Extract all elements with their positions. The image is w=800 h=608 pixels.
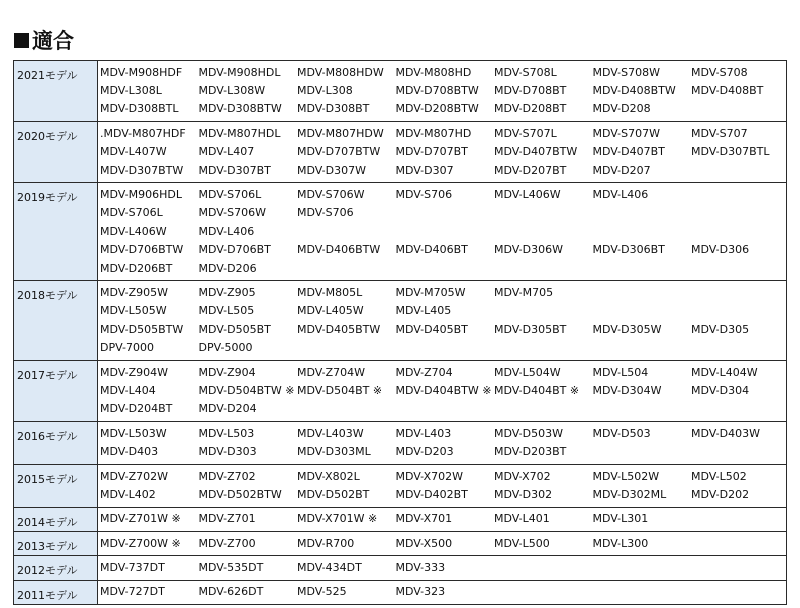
model-line (98, 442, 786, 460)
model-number: MDV-Z905W (100, 285, 169, 299)
model-line (98, 100, 786, 118)
model-number: MDV-L301 (592, 512, 649, 526)
model-number: MDV-D308BTL (100, 102, 179, 116)
model-number: MDV-D308BTW (198, 102, 282, 116)
model-number: MDV-L503 (198, 426, 255, 440)
model-number: MDV-737DT (100, 561, 165, 575)
model-number: MDV-D302ML (592, 487, 667, 501)
model-number: MDV-323 (395, 585, 446, 599)
model-line (98, 400, 786, 418)
model-number: MDV-L404 (100, 383, 156, 397)
model-number: MDV-D502BT (297, 487, 370, 501)
model-year-row (14, 183, 787, 281)
model-number: MDV-S706 (297, 206, 354, 220)
model-line (98, 534, 786, 552)
model-list-cell (98, 464, 787, 507)
model-number: MDV-M908HDF (100, 65, 183, 79)
model-number: MDV-D407BT (592, 145, 665, 159)
model-number: MDV-L505W (100, 304, 167, 318)
model-number: MDV-D406BTW (297, 243, 381, 257)
model-number: MDV-S706L (198, 188, 262, 202)
model-number: MDV-D202 (691, 487, 750, 501)
model-number: MDV-D706BTW (100, 243, 184, 257)
model-number: MDV-L502W (592, 469, 660, 483)
model-number: MDV-S706W (198, 206, 266, 220)
model-line (98, 81, 786, 99)
model-number: MDV-Z905 (198, 285, 256, 299)
black-square-icon (14, 33, 29, 48)
model-number: MDV-M808HD (395, 65, 472, 79)
model-number: MDV-D306BT (592, 243, 665, 257)
model-number: MDV-D307BT (198, 163, 271, 177)
model-number: MDV-Z701W ※ (100, 512, 181, 526)
model-number: MDV-S706W (297, 188, 365, 202)
model-number: MDV-D304W (592, 383, 662, 397)
model-number: MDV-Z701 (198, 512, 256, 526)
model-year-label: 2013モデル (14, 531, 98, 555)
model-number: MDV-S707L (494, 126, 557, 140)
model-number: MDV-D303 (198, 445, 257, 459)
model-number: MDV-L500 (494, 536, 550, 550)
model-year-row (14, 281, 787, 361)
model-line (98, 510, 786, 528)
model-number: MDV-M807HD (395, 126, 472, 140)
model-number: MDV-D707BT (395, 145, 468, 159)
model-line (98, 320, 786, 338)
model-number: MDV-X802L (297, 469, 360, 483)
model-number: MDV-M808HDW (297, 65, 384, 79)
model-number: MDV-D504BT ※ (297, 383, 383, 397)
model-year-row (14, 122, 787, 183)
model-number: MDV-L503W (100, 426, 167, 440)
section-heading (14, 26, 74, 54)
model-year-label: 2011モデル (14, 580, 98, 604)
model-year-row (14, 360, 787, 421)
model-number: MDV-D505BT (198, 322, 271, 336)
model-number: MDV-L401 (494, 512, 550, 526)
model-number: MDV-L405 (395, 304, 452, 318)
model-year-label: 2021モデル (14, 61, 98, 122)
model-number: MDV-M705 (494, 285, 554, 299)
model-number: MDV-626DT (198, 585, 264, 599)
model-number: MDV-L505 (198, 304, 255, 318)
model-number: MDV-L405W (297, 304, 364, 318)
model-number: MDV-D407BTW (494, 145, 578, 159)
model-number: MDV-535DT (198, 561, 264, 575)
model-number: MDV-D404BT ※ (494, 383, 580, 397)
model-number: MDV-D303ML (297, 445, 371, 459)
model-number: MDV-L403W (297, 426, 364, 440)
model-number: MDV-X702 (494, 469, 551, 483)
model-list-cell (98, 281, 787, 361)
model-year-label: 2014モデル (14, 507, 98, 531)
model-number: .MDV-M807HDF (100, 126, 186, 140)
model-list-cell (98, 580, 787, 604)
model-list-cell (98, 360, 787, 421)
model-number: MDV-X701 (395, 512, 453, 526)
model-line (98, 63, 786, 81)
model-number: MDV-L403 (395, 426, 452, 440)
model-number: MDV-M805L (297, 285, 363, 299)
model-number: MDV-D203BT (494, 445, 567, 459)
model-number: MDV-L300 (592, 536, 649, 550)
model-number: MDV-L308W (198, 84, 266, 98)
model-line (98, 259, 786, 277)
model-year-row (14, 422, 787, 465)
model-line (98, 467, 786, 485)
model-number: MDV-D403W (691, 426, 760, 440)
model-year-row (14, 61, 787, 122)
model-number: MDV-D707BTW (297, 145, 381, 159)
model-number: MDV-D502BTW (198, 487, 282, 501)
model-line (98, 185, 786, 203)
model-number: MDV-D206 (198, 261, 257, 275)
model-line (98, 558, 786, 576)
model-number: MDV-S707W (592, 126, 660, 140)
model-number: MDV-D204 (198, 402, 257, 416)
model-number: MDV-D402BT (395, 487, 468, 501)
model-number: MDV-D408BT (691, 84, 764, 98)
model-number: MDV-D307 (395, 163, 454, 177)
model-number: MDV-L404W (691, 365, 758, 379)
model-list-cell (98, 507, 787, 531)
model-number: MDV-Z700 (198, 536, 256, 550)
model-number: MDV-L406W (494, 188, 561, 202)
model-year-label: 2015モデル (14, 464, 98, 507)
model-number: MDV-D305W (592, 322, 662, 336)
model-year-label: 2019モデル (14, 183, 98, 281)
model-number: MDV-L402 (100, 487, 156, 501)
model-number: MDV-L308L (100, 84, 162, 98)
model-line (98, 143, 786, 161)
model-number: MDV-D206BT (100, 261, 173, 275)
model-number: MDV-S706 (395, 188, 453, 202)
model-number: MDV-D706BT (198, 243, 271, 257)
model-number: MDV-Z904 (198, 365, 256, 379)
model-number: MDV-M908HDL (198, 65, 281, 79)
model-number: MDV-M906HDL (100, 188, 182, 202)
model-number: MDV-D204BT (100, 402, 173, 416)
model-number: MDV-Z704W (297, 365, 366, 379)
model-number: MDV-S708W (592, 65, 660, 79)
model-line (98, 283, 786, 301)
model-number: MDV-L407W (100, 145, 167, 159)
model-number: MDV-D503 (592, 426, 651, 440)
model-line (98, 161, 786, 179)
model-line (98, 485, 786, 503)
model-number: MDV-M807HDL (198, 126, 281, 140)
model-line (98, 583, 786, 601)
model-number: MDV-Z700W ※ (100, 536, 181, 550)
model-year-label: 2016モデル (14, 422, 98, 465)
model-number: MDV-D208 (592, 102, 651, 116)
model-year-row (14, 531, 787, 555)
model-number: MDV-Z702W (100, 469, 169, 483)
model-line (98, 424, 786, 442)
model-number: MDV-D207BT (494, 163, 567, 177)
model-number: MDV-D708BT (494, 84, 567, 98)
model-line (98, 241, 786, 259)
section-heading-text: 適合 (32, 29, 74, 53)
model-number: MDV-Z704 (395, 365, 453, 379)
model-number: MDV-L406W (100, 224, 167, 238)
model-list-cell (98, 556, 787, 580)
model-number: MDV-D405BT (395, 322, 468, 336)
model-number: MDV-R700 (297, 536, 355, 550)
model-year-label: 2012モデル (14, 556, 98, 580)
model-number: MDV-D406BT (395, 243, 468, 257)
model-number: MDV-D306 (691, 243, 750, 257)
model-line (98, 381, 786, 399)
model-number: MDV-727DT (100, 585, 165, 599)
model-number: DPV-7000 (100, 341, 154, 355)
model-number: MDV-525 (297, 585, 347, 599)
model-number: MDV-M807HDW (297, 126, 384, 140)
model-year-row (14, 556, 787, 580)
model-number: MDV-D403 (100, 445, 159, 459)
model-number: MDV-D304 (691, 383, 750, 397)
model-number: MDV-D708BTW (395, 84, 479, 98)
model-year-label: 2017モデル (14, 360, 98, 421)
model-number: MDV-333 (395, 561, 446, 575)
model-number: MDV-D208BTW (395, 102, 479, 116)
model-number: MDV-Z702 (198, 469, 256, 483)
model-number: MDV-D305BT (494, 322, 567, 336)
model-number: MDV-L504W (494, 365, 561, 379)
model-year-row (14, 580, 787, 604)
model-number: MDV-D307BTL (691, 145, 770, 159)
model-number: MDV-X701W ※ (297, 512, 378, 526)
model-year-label: 2018モデル (14, 281, 98, 361)
model-list-cell (98, 183, 787, 281)
model-line (98, 363, 786, 381)
model-number: MDV-L308 (297, 84, 353, 98)
model-number: MDV-L406 (198, 224, 255, 238)
model-number: MDV-X500 (395, 536, 453, 550)
model-list-cell (98, 122, 787, 183)
model-list-cell (98, 422, 787, 465)
model-number: MDV-L407 (198, 145, 255, 159)
model-number: MDV-S708L (494, 65, 557, 79)
model-line (98, 302, 786, 320)
model-number: MDV-L504 (592, 365, 649, 379)
model-number: MDV-S708 (691, 65, 748, 79)
model-number: MDV-D404BTW ※ (395, 383, 492, 397)
model-number: MDV-D405BTW (297, 322, 381, 336)
model-number: MDV-D308BT (297, 102, 370, 116)
model-year-row (14, 464, 787, 507)
model-number: MDV-D203 (395, 445, 454, 459)
model-number: MDV-D503W (494, 426, 563, 440)
model-number: MDV-D408BTW (592, 84, 676, 98)
compatibility-table-body (14, 61, 787, 605)
model-number: MDV-D302 (494, 487, 553, 501)
model-number: MDV-S707 (691, 126, 748, 140)
compatibility-table (13, 60, 787, 605)
model-list-cell (98, 61, 787, 122)
model-number: MDV-L406 (592, 188, 649, 202)
model-number: MDV-D208BT (494, 102, 567, 116)
model-number: MDV-D307W (297, 163, 366, 177)
model-number: MDV-D306W (494, 243, 563, 257)
model-number: MDV-D305 (691, 322, 750, 336)
model-number: MDV-D505BTW (100, 322, 184, 336)
model-number: MDV-M705W (395, 285, 466, 299)
model-year-row (14, 507, 787, 531)
model-number: MDV-X702W (395, 469, 463, 483)
model-line (98, 222, 786, 240)
model-number: DPV-5000 (198, 341, 253, 355)
model-line (98, 204, 786, 222)
model-number: MDV-S706L (100, 206, 163, 220)
model-line (98, 124, 786, 142)
model-line (98, 338, 786, 356)
model-list-cell (98, 531, 787, 555)
model-number: MDV-Z904W (100, 365, 169, 379)
model-number: MDV-D307BTW (100, 163, 184, 177)
model-year-label: 2020モデル (14, 122, 98, 183)
model-number: MDV-D504BTW ※ (198, 383, 295, 397)
model-number: MDV-D207 (592, 163, 651, 177)
model-number: MDV-L502 (691, 469, 747, 483)
model-number: MDV-434DT (297, 561, 362, 575)
